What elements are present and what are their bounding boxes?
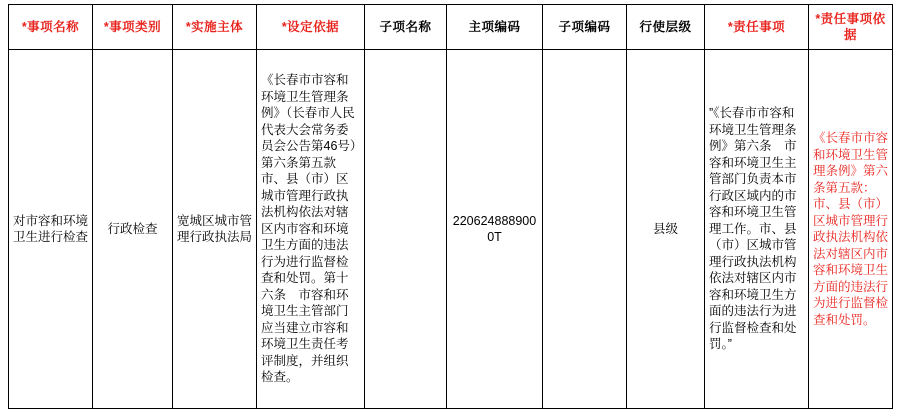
cell-sub-item-code: [543, 50, 627, 409]
cell-item-category: 行政检查: [93, 50, 173, 409]
column-header-item-name: *事项名称: [9, 5, 93, 50]
column-header-responsibility-items: *责任事项: [705, 5, 809, 50]
column-header-item-category: *事项类别: [93, 5, 173, 50]
column-header-setting-basis: *设定依据: [257, 5, 365, 50]
cell-responsibility-basis: 《长春市市容和环境卫生管理条例》第六条第五款：市、县（市）区城市管理行政执法机构依法对辖区内市容和环境卫生方面的违法行为进行监督检查和处罚。: [809, 50, 893, 409]
cell-item-name: 对市容和环境卫生进行检查: [9, 50, 93, 409]
cell-responsibility-items: ”《长春市市容和环境卫生管理条例》第六条 市容和环境卫生主管部门负责本市行政区域内的市容和环境卫生管理工作。市、县（市）区城市管理行政执法机构依法对辖区内市容和环境卫生方面的违法行为进行监督检查和处罚。”: [705, 50, 809, 409]
cell-exercise-level: 县级: [627, 50, 705, 409]
column-header-sub-item-name: 子项名称: [365, 5, 447, 50]
column-header-responsibility-basis: *责任事项依据: [809, 5, 893, 50]
table-header: [9, 5, 893, 50]
cell-main-item-code: 2206248889000T: [447, 50, 543, 409]
column-header-main-item-code: 主项编码: [447, 5, 543, 50]
cell-implementing-body: 宽城区城市管理行政执法局: [173, 50, 257, 409]
cell-setting-basis: 《长春市市容和环境卫生管理条例》（长春市人民代表大会常务委员会公告第46号）第六条第五款市、县（市）区城市管理行政执法机构依法对辖区内市容和环境卫生方面的违法行为进行监督检查和处罚。第十六条 市容和环境卫生主管部门应当建立市容和环境卫生责任考评制度，并组织检查。: [257, 50, 365, 409]
column-header-sub-item-code: 子项编码: [543, 5, 627, 50]
government-item-table: [8, 4, 893, 409]
table-row: [9, 50, 893, 409]
column-header-implementing-body: *实施主体: [173, 5, 257, 50]
header-row: [9, 5, 893, 50]
table-body: [9, 50, 893, 409]
column-header-exercise-level: 行使层级: [627, 5, 705, 50]
cell-sub-item-name: [365, 50, 447, 409]
